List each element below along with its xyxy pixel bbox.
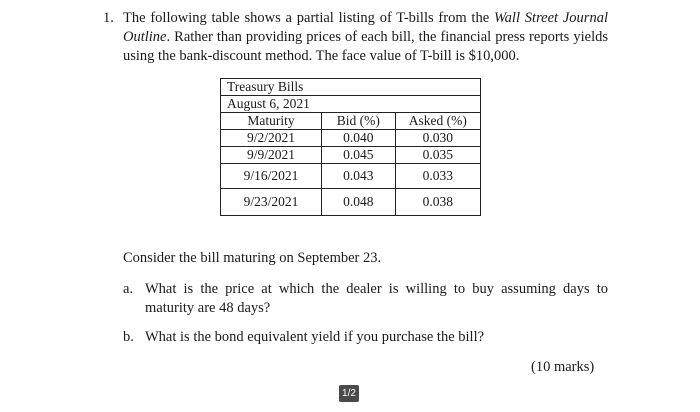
- header-maturity: Maturity: [221, 113, 322, 130]
- header-bid: Bid (%): [322, 113, 396, 130]
- part-text: What is the bond equivalent yield if you purchase the bill?: [145, 329, 485, 345]
- cell-bid: 0.048: [322, 189, 396, 216]
- cell-asked: 0.038: [395, 189, 480, 216]
- marks-label: (10 marks): [531, 359, 595, 375]
- consider-statement: Consider the bill maturing on September 23.: [123, 250, 382, 266]
- cell-maturity: 9/9/2021: [221, 147, 322, 164]
- table-title: Treasury Bills: [221, 79, 481, 96]
- intro-text-1: The following table shows a partial listing of T-bills from the: [123, 10, 494, 26]
- cell-maturity: 9/16/2021: [221, 164, 322, 189]
- cell-bid: 0.040: [322, 130, 396, 147]
- table-row: [221, 130, 481, 147]
- intro-source-italic: Wall Street Journal Outline: [123, 10, 608, 46]
- page-indicator: 1/2: [339, 385, 359, 402]
- question-intro: [123, 9, 608, 67]
- cell-maturity: 9/2/2021: [221, 130, 322, 147]
- intro-text-2: . Rather than providing prices of each bill, the financial press reports yields using the bank-discount method. The face value of T-bill is $10,000.: [123, 29, 608, 65]
- cell-bid: 0.045: [322, 147, 396, 164]
- header-asked: Asked (%): [395, 113, 480, 130]
- part-letter: b.: [123, 329, 134, 345]
- cell-asked: 0.033: [395, 164, 480, 189]
- cell-bid: 0.043: [322, 164, 396, 189]
- cell-asked: 0.035: [395, 147, 480, 164]
- part-text: What is the price at which the dealer is willing to buy assuming days to maturity are 48 days?: [145, 281, 608, 317]
- table-row: [221, 164, 481, 189]
- table-row: [221, 189, 481, 216]
- question-number: 1.: [103, 10, 114, 26]
- part-letter: a.: [123, 281, 134, 297]
- cell-maturity: 9/23/2021: [221, 189, 322, 216]
- cell-asked: 0.030: [395, 130, 480, 147]
- table-row: [221, 147, 481, 164]
- table-date: August 6, 2021: [221, 96, 481, 113]
- treasury-bills-table: [220, 78, 481, 216]
